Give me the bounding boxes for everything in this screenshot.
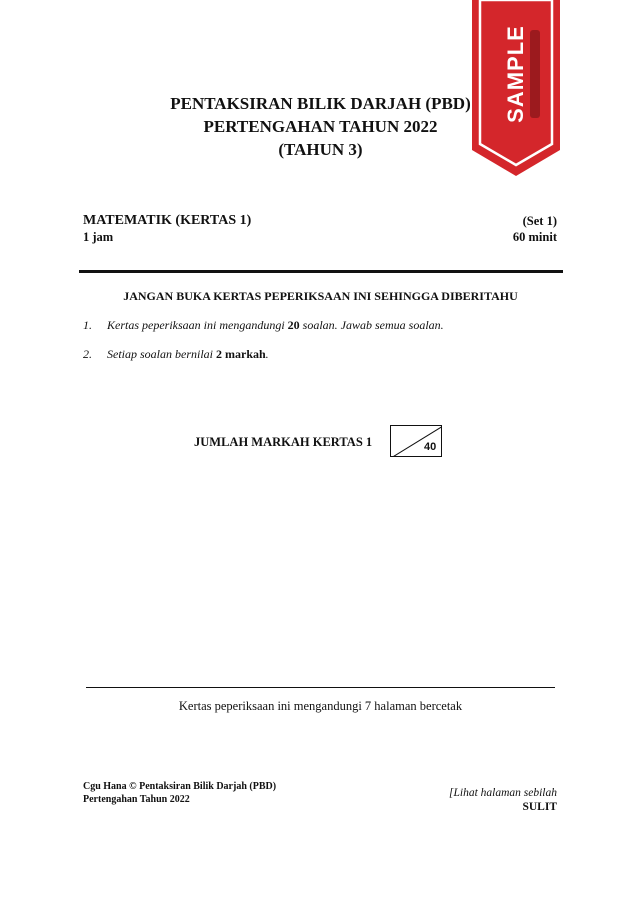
subject-name: MATEMATIK (KERTAS 1) — [83, 213, 252, 228]
instruction-number: 1. — [83, 318, 92, 332]
exam-title-line1: PENTAKSIRAN BILIK DARJAH (PBD) — [170, 94, 471, 113]
turn-page-note: [Lihat halaman sebilah — [449, 787, 557, 799]
footer-credit-line2: Pertengahan Tahun 2022 — [83, 794, 190, 805]
instruction-text: Setiap soalan bernilai — [107, 347, 216, 361]
instructions-heading: JANGAN BUKA KERTAS PEPERIKSAAN INI SEHINGGA DIBERITAHU — [123, 289, 518, 303]
instruction-bold: 2 markah — [216, 347, 266, 361]
instruction-item-1 — [83, 318, 444, 333]
instruction-number: 2. — [83, 347, 92, 361]
instruction-text: soalan. Jawab semua soalan. — [299, 318, 444, 332]
footer-credit-line1: Cgu Hana © Pentaksiran Bilik Darjah (PBD) — [83, 781, 277, 792]
instruction-text: . — [265, 347, 269, 361]
pages-note: Kertas peperiksaan ini mengandungi 7 halaman bercetak — [178, 699, 463, 713]
exam-title-line3: (TAHUN 3) — [278, 140, 363, 159]
classification-label: SULIT — [522, 801, 557, 813]
total-marks-value: 40 — [424, 441, 437, 453]
instruction-text: Kertas peperiksaan ini mengandungi — [107, 318, 288, 332]
divider-thick — [79, 270, 563, 273]
total-marks-box — [390, 425, 442, 457]
instruction-bold: 20 — [287, 318, 300, 332]
subject-set: (Set 1) — [522, 214, 557, 228]
total-marks-label: JUMLAH MARKAH KERTAS 1 — [194, 435, 373, 449]
exam-title-line2: PERTENGAHAN TAHUN 2022 — [203, 117, 438, 136]
sample-stamp-text: SAMPLE — [503, 25, 528, 123]
sample-stamp — [470, 0, 562, 178]
divider-thin — [86, 687, 555, 688]
subject-minutes: 60 minit — [512, 230, 557, 244]
subject-duration: 1 jam — [83, 230, 114, 244]
instruction-item-2 — [83, 347, 269, 362]
